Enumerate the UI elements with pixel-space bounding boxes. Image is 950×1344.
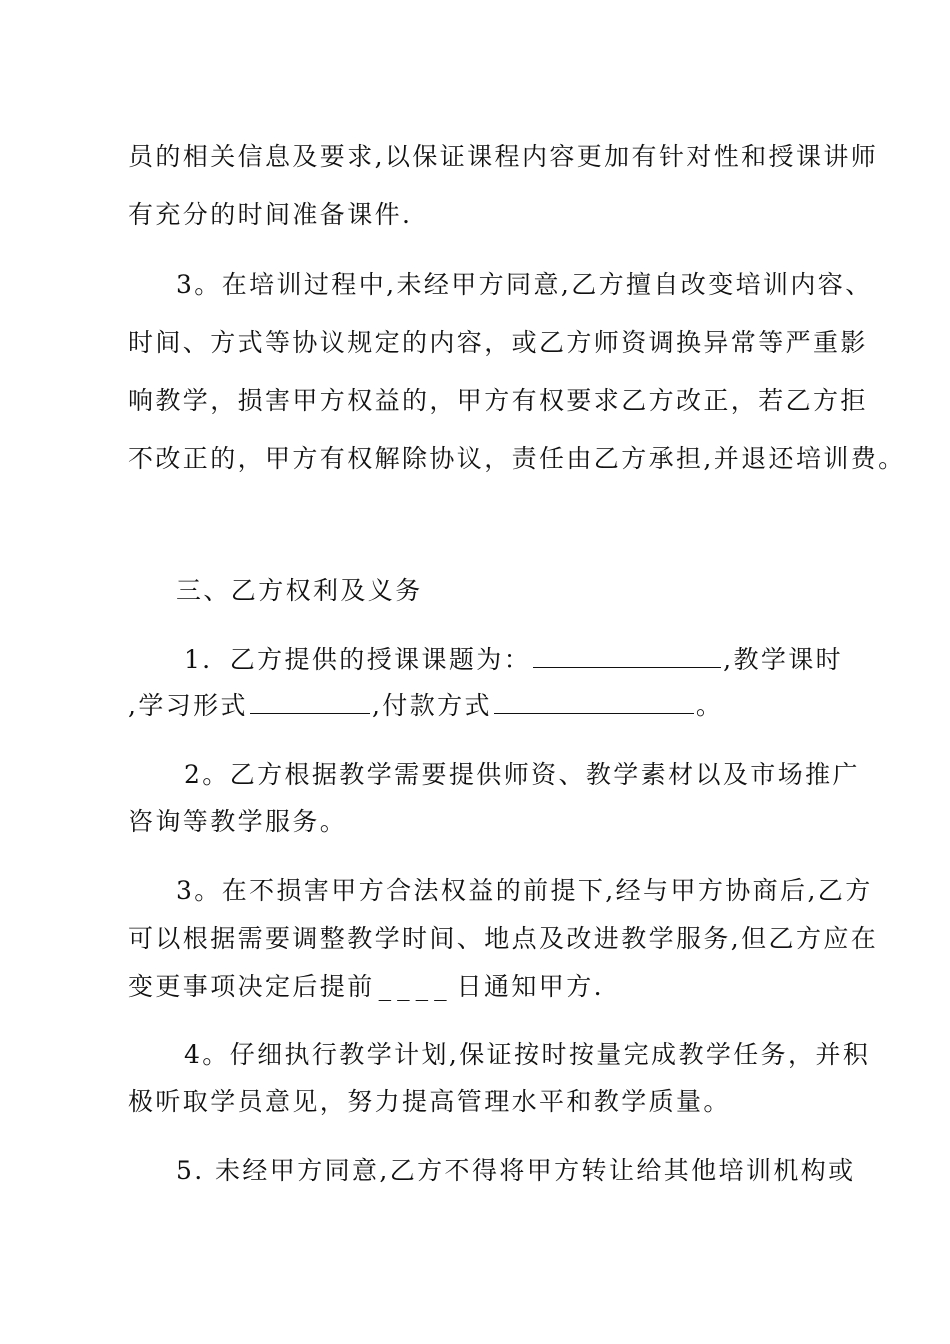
clause-1-text: 1．乙方提供的授课课题为：	[184, 645, 532, 674]
clause-4-line-1: 4。仔细执行教学计划,保证按时按量完成教学任务，并积	[184, 1040, 871, 1069]
paragraph-line: 极听取学员意见，努力提高管理水平和教学质量。	[128, 1087, 731, 1116]
section-heading: 三、乙方权利及义务	[176, 576, 423, 605]
paragraph-line: 时间、方式等协议规定的内容，或乙方师资调换异常等严重影	[128, 328, 868, 357]
paragraph-line: 可以根据需要调整教学时间、地点及改进教学服务,但乙方应在	[128, 924, 879, 953]
payment-method-blank[interactable]	[494, 691, 694, 714]
clause-3b-line-3	[128, 970, 604, 1004]
clause-1-line-2	[128, 689, 723, 723]
payment-method-label: ,付款方式	[371, 691, 492, 720]
study-form-label: ,学习形式	[128, 691, 248, 720]
notice-days-blank[interactable]: ____	[378, 972, 453, 1001]
paragraph-line: 咨询等教学服务。	[128, 807, 348, 836]
study-form-blank[interactable]	[250, 691, 370, 714]
paragraph-line: 不改正的，甲方有权解除协议，责任由乙方承担,并退还培训费。	[128, 444, 906, 473]
clause-2-line-1: 2。乙方根据教学需要提供师资、教学素材以及市场推广	[184, 760, 860, 789]
clause-3-line-1: 3。在培训过程中,未经甲方同意,乙方擅自改变培训内容、	[176, 270, 873, 299]
teaching-hours-label: ,教学课时	[723, 645, 844, 674]
clause-3b-line-1: 3。在不损害甲方合法权益的前提下,经与甲方协商后,乙方	[176, 876, 873, 905]
clause-5-line-1: 5. 未经甲方同意,乙方不得将甲方转让给其他培训机构或	[176, 1156, 856, 1185]
clause-1-line-1	[184, 643, 843, 677]
notice-text: 变更事项决定后提前	[128, 972, 375, 1001]
paragraph-line: 响教学，损害甲方权益的，甲方有权要求乙方改正，若乙方拒	[128, 386, 868, 415]
notice-text-end: 日通知甲方.	[456, 972, 604, 1001]
course-topic-blank[interactable]	[533, 645, 721, 668]
paragraph-line: 有充分的时间准备课件.	[128, 200, 413, 229]
clause-1-end: 。	[695, 691, 724, 720]
paragraph-line: 员的相关信息及要求,以保证课程内容更加有针对性和授课讲师	[128, 142, 879, 171]
